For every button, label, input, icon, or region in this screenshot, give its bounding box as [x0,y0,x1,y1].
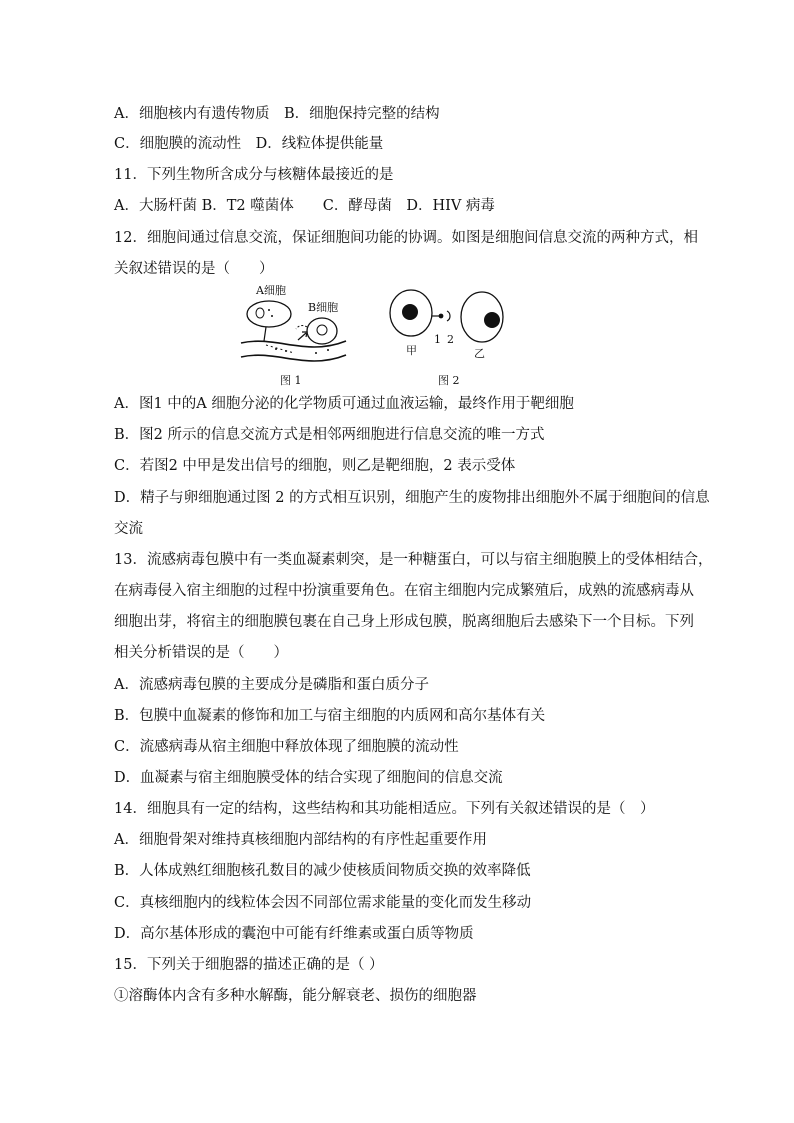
option-line: A．图1 中的A 细胞分泌的化学物质可通过血液运输，最终作用于靶细胞 [114,396,574,412]
option-line: C．真核细胞内的线粒体会因不同部位需求能量的变化而发生移动 [114,895,532,911]
option-line: D．高尔基体形成的囊泡中可能有纤维素或蛋白质等物质 [114,926,474,942]
cell-a [247,301,291,327]
fig2-num2: 2 [447,333,454,346]
question-12: 12．细胞间通过信息交流，保证细胞间功能的协调。如图是细胞间信息交流的两种方式，相 [114,230,698,246]
option-line: A．大肠杆菌 B．T2 噬菌体 C．酵母菌 D．HIV 病毒 [114,198,495,214]
arrow [298,333,306,340]
secretion-line [264,327,266,341]
question-13-cont: 相关分析错误的是（ ） [114,645,288,661]
option-line: B．人体成熟红细胞核孔数目的减少使核质间物质交换的效率降低 [114,863,531,879]
signal-molecule [439,314,444,319]
fig2-right-label: 乙 [474,347,485,360]
option-line: D．血凝素与宿主细胞膜受体的结合实现了细胞间的信息交流 [114,770,503,786]
fig2-num1: 1 [434,333,441,346]
figure-svg [236,283,526,389]
question-15: 15．下列关于细胞器的描述正确的是（ ） [114,957,384,973]
cell-b [307,318,337,344]
option-line: A．流感病毒包膜的主要成分是磷脂和蛋白质分子 [114,677,429,693]
option-line: C．若图2 中甲是发出信号的细胞，则乙是靶细胞，2 表示受体 [114,458,516,474]
option-line: A．细胞骨架对维持真核细胞内部结构的有序性起重要作用 [114,832,487,848]
fig1-caption: 图 1 [280,374,302,387]
question-14: 14．细胞具有一定的结构，这些结构和其功能相适应。下列有关叙述错误的是（ ） [114,801,655,817]
option-line: C．细胞膜的流动性 D．线粒体提供能量 [114,136,384,152]
question-13-cont: 细胞出芽，将宿主的细胞膜包裹在自己身上形成包膜，脱离细胞后去感染下一个目标。下列 [114,614,694,630]
option-line: B．包膜中血凝素的修饰和加工与宿主细胞的内质网和高尔基体有关 [114,708,546,724]
option-line-cont: 交流 [114,521,143,537]
cell-jia-nucleus [402,304,418,320]
question-11: 11．下列生物所含成分与核糖体最接近的是 [114,167,394,183]
blood-vessel-bottom [241,355,346,361]
cell-a-nucleus [256,308,264,318]
fig1-cell-b-label: B细胞 [308,301,339,314]
question-13: 13．流感病毒包膜中有一类血凝素刺突，是一种糖蛋白，可以与宿主细胞膜上的受体相结合， [114,552,713,568]
receptor [447,311,450,321]
fig2-caption: 图 2 [438,374,460,387]
cell-communication-figure [236,283,526,389]
question-13-cont: 在病毒侵入宿主细胞的过程中扮演重要角色。在宿主细胞内完成繁殖后，成熟的流感病毒从 [114,583,694,599]
option-line: C．流感病毒从宿主细胞中释放体现了细胞膜的流动性 [114,739,459,755]
question-12-cont: 关叙述错误的是（ ） [114,261,274,277]
option-line: B．图2 所示的信息交流方式是相邻两细胞进行信息交流的唯一方式 [114,427,545,443]
cell-b-nucleus [317,325,327,335]
fig1-cell-a-label: A细胞 [256,284,286,297]
option-line: A．细胞核内有遗传物质 B．细胞保持完整的结构 [114,106,440,122]
cell-yi-nucleus [484,312,500,328]
option-line: D．精子与卵细胞通过图 2 的方式相互识别，细胞产生的废物排出细胞外不属于细胞间的信息 [114,490,710,506]
statement-line: ①溶酶体内含有多种水解酶，能分解衰老、损伤的细胞器 [114,988,477,1004]
fig2-left-label: 甲 [406,344,417,357]
